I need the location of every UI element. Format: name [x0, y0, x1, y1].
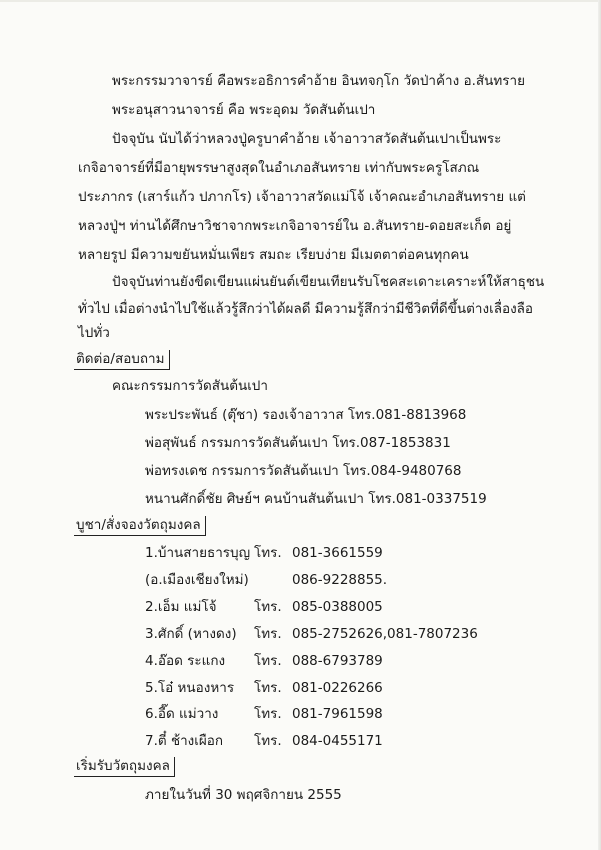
text-line-8: ปัจจุบันท่านยังขีดเขียนแผ่นยันต์เขียนเทียนรับโชคสะเดาะเคราะห์ให้สาธุชน	[112, 274, 545, 290]
text-line-10: ไปทั่ว	[78, 325, 110, 341]
booking-phone: 085-0388005	[292, 599, 383, 615]
scan-top-edge	[0, 0, 601, 2]
booking-name: 5.โอ๋ หนองหาร	[145, 680, 235, 696]
booking-name: 2.เอ็ม แม่โจ้	[145, 599, 217, 615]
booking-name: 1.บ้านสายธารบุญ	[145, 545, 251, 561]
booking-phone: 084-0455171	[292, 733, 383, 749]
contact-heading: ติดต่อ/สอบถาม	[74, 350, 170, 370]
contact-person-3: พ่อทรงเดช กรรมการวัดสันต้นเปา โทร.084-9480768	[145, 463, 462, 479]
booking-phone: 081-7961598	[292, 706, 383, 722]
booking-tel-label: โทร.	[254, 545, 282, 561]
text-line-9: ทั่วไป เมื่อต่างนำไปใช้แล้วรู้สึกว่าได้ผลดี มีความรู้สึกว่ามีชีวิตที่ดีขึ้นต่างเลื่องลือ	[78, 301, 534, 317]
text-line-3: ปัจจุบัน นับได้ว่าหลวงปู่ครูบาคำอ้าย เจ้าอาวาสวัดสันต้นเปาเป็นพระ	[112, 131, 502, 147]
booking-name: 4.อ๊อด ระแกง	[145, 653, 226, 669]
text-line-5: ประภากร (เสาร์แก้ว ปภากโร) เจ้าอาวาสวัดแม่โจ้ เจ้าคณะอำเภอสันทราย แต่	[78, 189, 526, 205]
contact-person-4: หนานศักดิ์ชัย ศิษย์ฯ คนบ้านสันต้นเปา โทร.081-0337519	[145, 491, 487, 507]
committee-label: คณะกรรมการวัดสันต้นเปา	[112, 378, 268, 394]
booking-tel-label: โทร.	[254, 706, 282, 722]
booking-tel-label: โทร.	[254, 599, 282, 615]
text-line-6: หลวงปู่ฯ ท่านได้ศึกษาวิชาจากพระเกจิอาจารย์ใน อ.สันทราย-ดอยสะเก็ต อยู่	[78, 218, 512, 234]
start-date: ภายในวันที่ 30 พฤศจิกายน 2555	[145, 787, 342, 803]
booking-phone: 085-2752626,081-7807236	[292, 626, 478, 642]
booking-phone: 081-0226266	[292, 680, 383, 696]
booking-name: (อ.เมืองเชียงใหม่)	[145, 572, 249, 588]
booking-phone: 088-6793789	[292, 653, 383, 669]
booking-phone: 081-3661559	[292, 545, 383, 561]
text-line-4: เกจิอาจารย์ที่มีอายุพรรษาสูงสุดในอำเภอสันทราย เท่ากับพระครูโสภณ	[78, 160, 480, 176]
booking-tel-label: โทร.	[254, 680, 282, 696]
text-line-7: หลายรูป มีความขยันหมั่นเพียร สมถะ เรียบง่าย มีเมตตาต่อคนทุกคน	[78, 247, 469, 263]
booking-tel-label: โทร.	[254, 733, 282, 749]
booking-heading: บูชา/สั่งจองวัตถุมงคล	[74, 516, 206, 536]
booking-tel-label: โทร.	[254, 626, 282, 642]
text-line-1: พระกรรมวาจารย์ คือพระอธิการคำอ้าย อินทจกฺโก วัดป่าค้าง อ.สันทราย	[112, 73, 526, 89]
booking-name: 3.ศักดิ์ (หางดง)	[145, 626, 237, 642]
start-heading: เริ่มรับวัตถุมงคล	[74, 757, 175, 777]
booking-name: 6.อี๊ด แม่วาง	[145, 706, 219, 722]
booking-phone: 086-9228855.	[292, 572, 388, 588]
contact-person-1: พระประพันธ์ (ตุ๊ชา) รองเจ้าอาวาส โทร.081-8813968	[145, 407, 467, 423]
contact-person-2: พ่อสุพันธ์ กรรมการวัดสันต้นเปา โทร.087-1853831	[145, 435, 451, 451]
booking-tel-label: โทร.	[254, 653, 282, 669]
booking-name: 7.ตี๋ ช้างเผือก	[145, 733, 224, 749]
text-line-2: พระอนุสาวนาจารย์ คือ พระอุดม วัดสันต้นเปา	[112, 102, 376, 118]
